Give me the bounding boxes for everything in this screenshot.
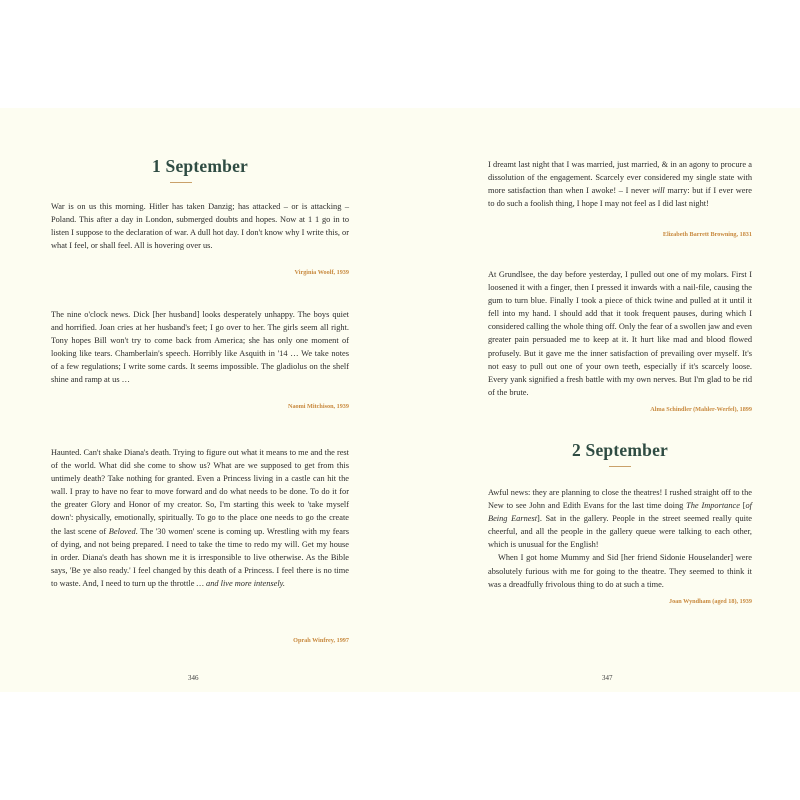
entry-text: Haunted. Can't shake Diana's death. Trying to figure out what it means to me and the rest of the world. What did she come to show us? What are we supposed to get from this untimely death? Take nothing for granted. Even a Princess living in a castle can hit the wall. I pray to have no fear to move forward and do what needs to be done. To do it for the greater Glory and Honor of my creator. So, I'm starting this week to 'take myself down': physically, emotionally, spiritually. To go to the place one needs to go the create the last scene of Beloved. The '30 women' scene is coming up. Wrestling with my fears of dying, and not being prepared. I need to take the time to redo my will. Get my house in order. Diana's death has shown me it is irresponsible to live otherwise. As the Bible says, 'Be ye also ready.' I feel changed by this death of a Princess. I feel there is no time to waste. And, I need to turn up the throttle … and live more intensely. — [51, 448, 349, 588]
right-page — [400, 108, 800, 692]
page-number: 346 — [188, 674, 199, 682]
date-heading: 2 September — [572, 440, 668, 460]
heading-rule — [170, 182, 192, 183]
entry-attribution: Naomi Mitchison, 1939 — [287, 403, 349, 410]
entry-attribution: Oprah Winfrey, 1997 — [293, 637, 349, 644]
entry-attribution: Virginia Woolf, 1939 — [294, 269, 349, 276]
entry-text: Awful news: they are planning to close the theatres! I rushed straight off to the New to see John and Edith Evans for the last time doing The Importance [of Being Earnest]. Sat in the gallery. People in the street seemed really quite cheerful, and all the people in the gallery queue were talking to each other, which is unusual for the English! — [488, 488, 752, 550]
book-spread — [0, 108, 800, 692]
diary-entry — [51, 446, 349, 590]
page-number: 347 — [602, 674, 613, 682]
diary-entry — [51, 308, 349, 387]
diary-entry — [488, 268, 752, 399]
diary-entry — [488, 158, 752, 210]
entry-text: The nine o'clock news. Dick [her husband] looks desperately unhappy. The boys quiet and horrified. Joan cries at her husband's feet; I go over to her. The girls seem all right. Tony hopes Bill won't try to come back from America; she has only one moment of looking like tears. Chamberlain's speech. Horribly like Asquith in '14 … We take notes of a few regulations; I write some cards. It seems impossible. The gladiolus on the shelf shine and ramp at us … — [51, 310, 349, 385]
entry-text: I dreamt last night that I was married, just married, & in an agony to procure a dissolution of the engagement. Scarcely ever considered my single state with more satisfaction than when I awoke! – I never will marry: but if I ever were to do such a foolish thing, I hope I may not feel as I did last night! — [488, 160, 752, 209]
entry-attribution: Elizabeth Barrett Browning, 1831 — [662, 231, 752, 238]
heading-rule — [609, 466, 631, 467]
entry-text: When I got home Mummy and Sid [her friend Sidonie Houselander] were absolutely furious with me for going to the theatre. They seemed to think it was a dreadfully frivolous thing to do at such a time. — [488, 553, 752, 589]
entry-text: At Grundlsee, the day before yesterday, I pulled out one of my molars. First I loosened it with a finger, then I pressed it inwards with a nail-file, causing the gum to turn blue. Finally I took a piece of thick twine and pulled at it until it fell into my hand. I should add that it took frequent pauses, during which I considered calling the whole thing off. Only the fear of a swollen jaw and even greater pain persuaded me to keep at it. It hurt like mad and blood flowed profusely. But it gave me the inner satisfaction of prevailing over myself. It's not easy to pull out one of your own teeth, especially if it's scarcely loose. Every yank signified a fresh battle with my own nerves. But I'm glad to be rid of the brute. — [488, 270, 752, 397]
entry-attribution: Joan Wyndham (aged 18), 1939 — [668, 598, 752, 605]
left-page — [0, 108, 400, 692]
date-heading: 1 September — [152, 156, 248, 176]
diary-entry — [488, 486, 752, 591]
entry-text: War is on us this morning. Hitler has taken Danzig; has attacked – or is attacking – Poland. This after a day in London, submerged doubts and hopes. Now at 1 1 go in to listen I suppose to the declaration of war. A dull hot day. I don't know why I write this, or what I feel, or shall feel. All is hovering over us. — [51, 202, 349, 251]
entry-attribution: Alma Schindler (Mahler-Werfel), 1899 — [650, 406, 752, 413]
diary-entry — [51, 200, 349, 252]
